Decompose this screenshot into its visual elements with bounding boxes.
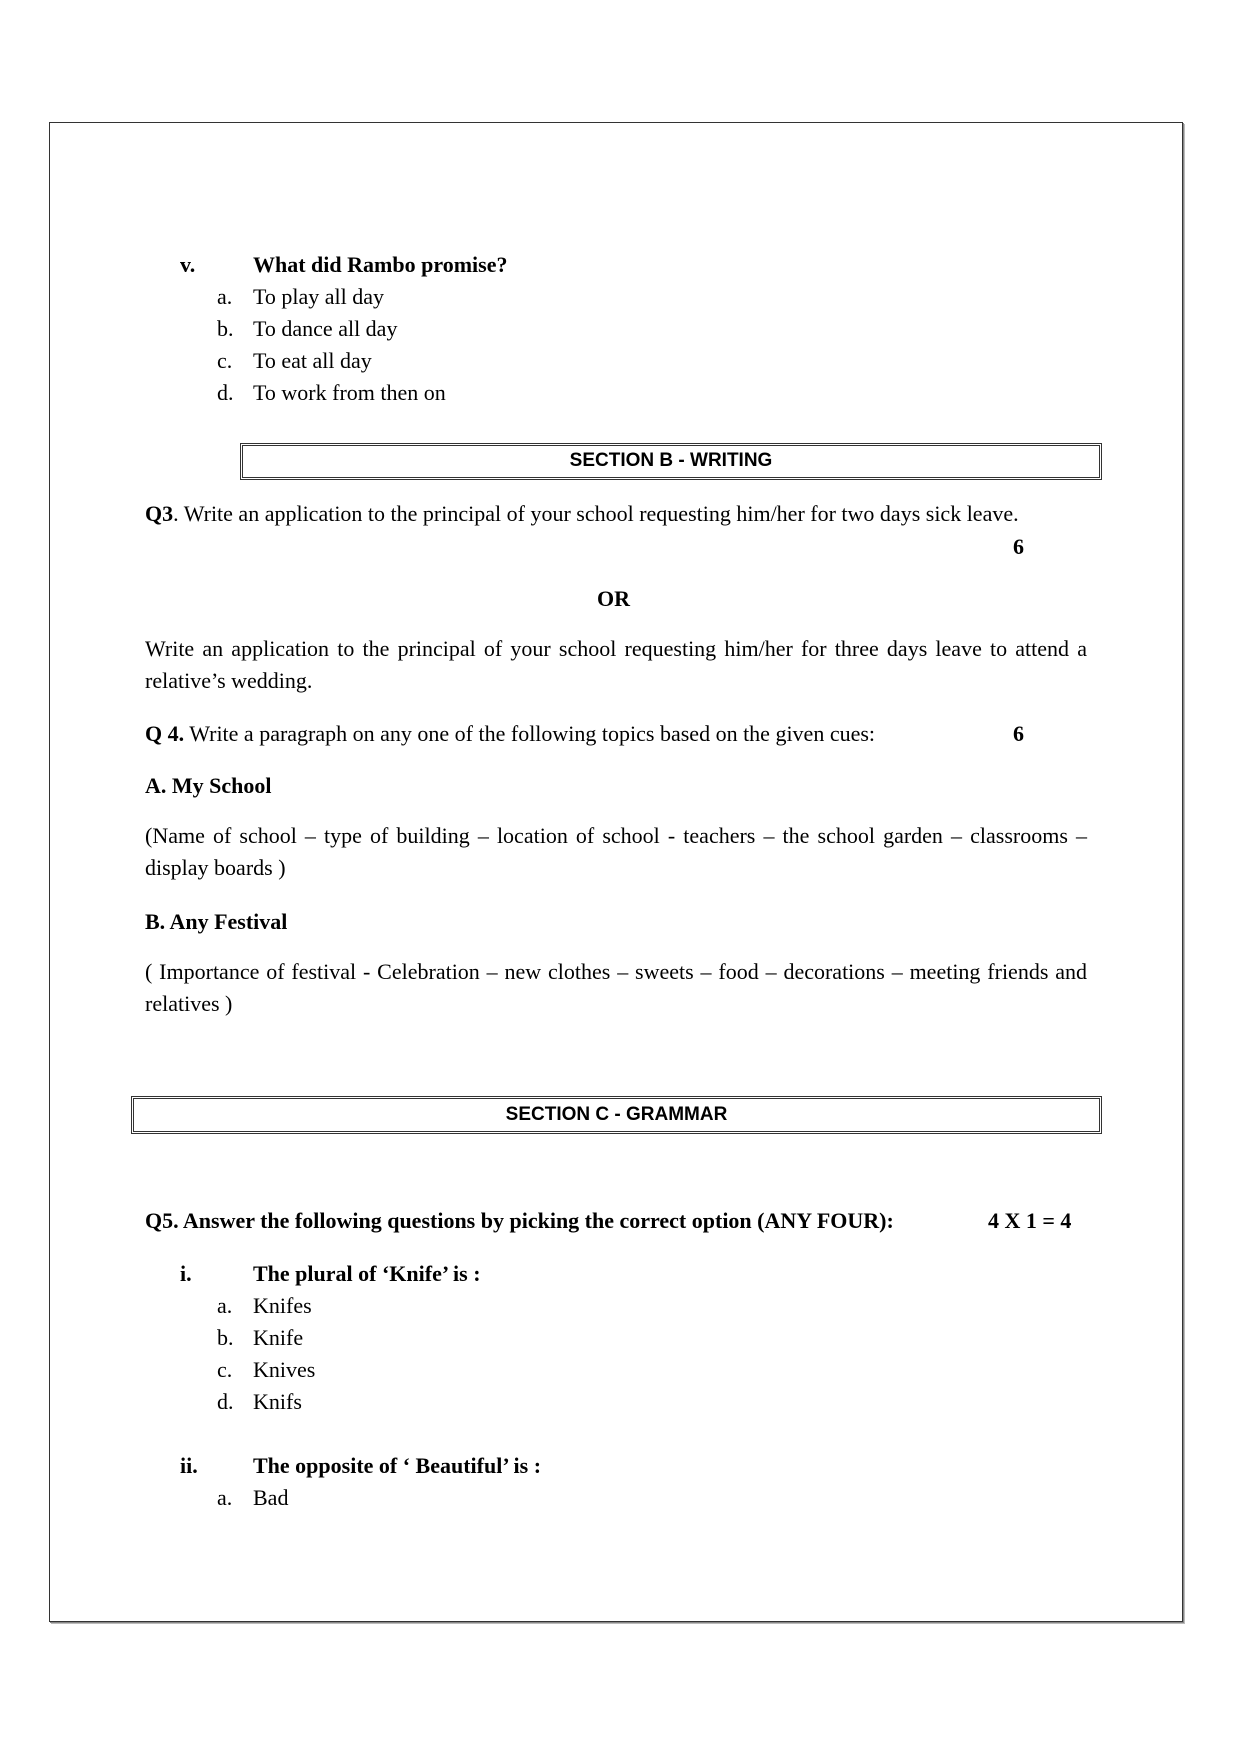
section-c-header: SECTION C - GRAMMAR	[131, 1096, 1102, 1134]
option-letter: c.	[217, 1357, 233, 1382]
topic-cues: ( Importance of festival - Celebration – new clothes – sweets – food – decorations – meeting friends and relatives )	[145, 959, 1087, 1016]
q4-body: Write a paragraph on any one of the following topics based on the given cues:	[184, 721, 876, 746]
option-text: To work from then on	[253, 380, 446, 405]
q3-text	[145, 498, 1087, 530]
q3-alt-text: Write an application to the principal of your school requesting him/her for three days leave to attend a relative’s wedding.	[145, 636, 1087, 693]
option-text: To dance all day	[253, 316, 398, 341]
option-letter: d.	[217, 1389, 234, 1414]
topic-title: A. My School	[145, 773, 272, 798]
option-text: To eat all day	[253, 348, 372, 373]
q5-text: Q5. Answer the following questions by picking the correct option (ANY FOUR):	[145, 1208, 894, 1233]
question-number: i.	[180, 1261, 192, 1286]
or-label: OR	[597, 586, 630, 611]
q4-label: Q 4.	[145, 721, 185, 746]
option-letter: d.	[217, 380, 234, 405]
option-letter: a.	[217, 1293, 233, 1318]
option-text: Knifs	[253, 1389, 302, 1414]
q3-label: Q3	[145, 501, 174, 526]
option-letter: a.	[217, 284, 233, 309]
q4-marks: 6	[1013, 721, 1024, 746]
topic-cues: (Name of school – type of building – location of school - teachers – the school garden – classrooms – display boards )	[145, 823, 1087, 880]
question-number: v.	[180, 252, 196, 277]
option-text: Knife	[253, 1325, 304, 1350]
option-text: Knives	[253, 1357, 316, 1382]
option-text: Bad	[253, 1485, 289, 1510]
question-number: ii.	[180, 1453, 198, 1478]
option-letter: a.	[217, 1485, 233, 1510]
option-text: To play all day	[253, 284, 385, 309]
question-text: The plural of ‘Knife’ is :	[253, 1261, 481, 1286]
option-letter: b.	[217, 1325, 234, 1350]
q3-marks: 6	[1013, 534, 1024, 559]
section-b-header: SECTION B - WRITING	[240, 443, 1102, 480]
topic-title: B. Any Festival	[145, 909, 288, 934]
option-text: Knifes	[253, 1293, 312, 1318]
q3-body: . Write an application to the principal of your school requesting him/her for two days sick leave.	[173, 501, 1019, 526]
question-text: What did Rambo promise?	[253, 252, 508, 277]
q4-text	[145, 723, 875, 745]
option-letter: c.	[217, 348, 233, 373]
q5-marks: 4 X 1 = 4	[988, 1208, 1072, 1233]
option-letter: b.	[217, 316, 234, 341]
question-text: The opposite of ‘ Beautiful’ is :	[253, 1453, 542, 1478]
